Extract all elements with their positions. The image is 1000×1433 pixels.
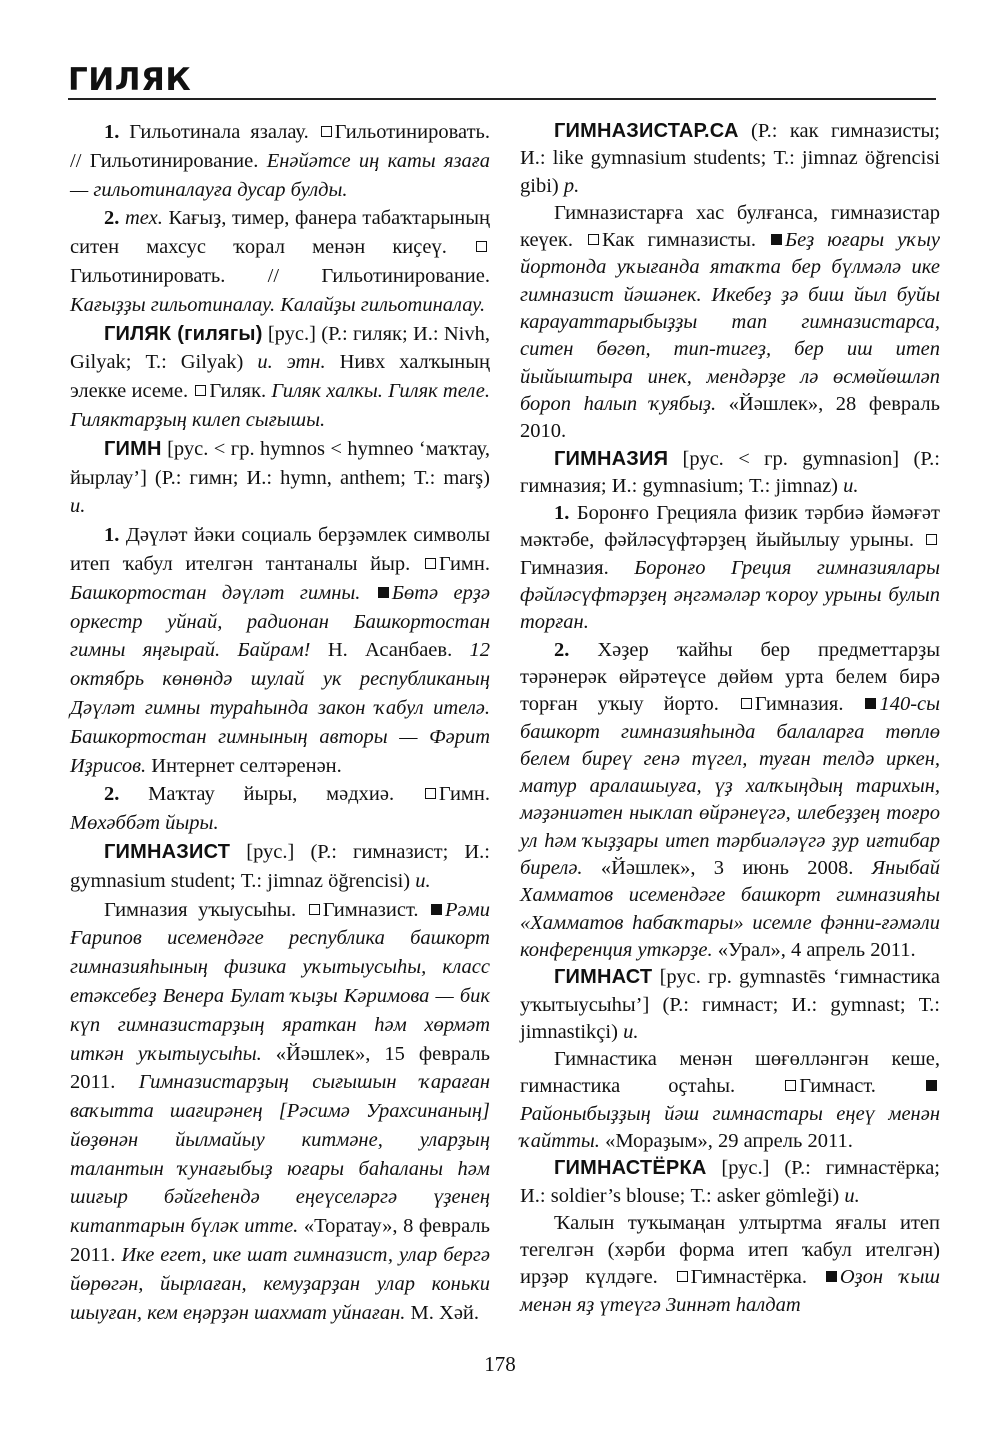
part-of-speech: и.: [70, 495, 86, 518]
source: Интернет селтәренән.: [151, 754, 342, 777]
white-square-icon: [476, 241, 487, 252]
definition-paragraph: [520, 1046, 940, 1155]
quote: Ике егет, ике шат гимназист, улар бергә йөрөгән, йырлаған, кемуҙарҙан улар коньки шыуған, кем еңәрҙән шахмат уйнаған.: [70, 1244, 490, 1324]
definition: Хәҙер ҡайһы бер предметтарҙы тәрәнерәк өйрәтеүсе дөйөм урта белем бирә торған уҡыу йорто.: [520, 638, 940, 716]
source: «Торатау», 8 февраль 2011.: [70, 1215, 491, 1267]
definition-paragraph: [520, 637, 940, 965]
black-square-icon: [431, 904, 442, 915]
sense-number: 1.: [554, 502, 570, 525]
part-of-speech: и.: [843, 474, 859, 497]
black-square-icon: [378, 587, 389, 598]
definition-paragraph: [70, 896, 490, 1328]
quote: Гимназистарҙың сығышын ҡараған ваҡытта шағирәнең [Рәсимә Урахсинаның] йөҙөнән йылмайыу китмәне, уларҙың талантын ҡунағыбыҙ юғары баһаланы һәм шиғыр бәйгеһендә еңеүселәргә үҙенең китаптарын бүләк итте.: [70, 1071, 490, 1238]
etymology: [рус. < гр. hymnos < hymneo ‘маҡтау, йырлау’] (Р.: гимн; И.: hymn, anthem; Т.: marş): [70, 437, 490, 489]
page-header-title: ГИЛЯК: [68, 62, 192, 98]
quote: Бөтә ерҙә оркестр уйнай, радионан Башкортостан гимны яңғырай. Байрам!: [70, 581, 490, 662]
white-square-icon: [677, 1271, 688, 1282]
white-square-icon: [785, 1080, 796, 1091]
quote: Яныбай Хамматов исемендәге башкорт гимназияһы «Хамматов һабаҡтары» исемле фәнни-ғәмәли конференция уткәрҙе.: [520, 857, 941, 961]
quote: Районыбыҙҙың йәш гимнастары еңеү менән ҡайтты.: [520, 1102, 940, 1152]
russian-equivalent: Как гимназисты.: [602, 229, 756, 252]
definition: Нивх халҡының элекке исеме.: [70, 351, 490, 403]
definition: Маҡтау йыры, мәдхиә.: [148, 783, 395, 806]
headword: ГИМНАЗИСТ: [104, 840, 231, 863]
white-square-icon: [195, 385, 206, 396]
black-square-icon: [865, 698, 876, 709]
header-rule: [68, 98, 936, 100]
entry-headword-line: [70, 838, 490, 896]
part-of-speech: и.: [415, 869, 431, 892]
definition-paragraph: [520, 1210, 940, 1319]
quote: 140-сы башкорт гимназияһында балаларға төплө белем биреү генә түгел, туған телдә иркен, матур аралашыуға, үҙ халҡыңдың тарихын, мәҙәниәтен ныклап өйрәнеүгә, илебеҙҙең тоғро ул һәм ҡыҙҙары итеп тәрбиәләүгә ҙур иғтибар бирелә.: [520, 693, 940, 880]
headword: ГИМНАЗИСТАР.СА: [554, 120, 739, 142]
definition: Дәүләт йәки социаль берҙәмлек символы итеп ҡабул ителгән тантаналы йыр.: [70, 524, 490, 575]
sense-number: 2.: [104, 783, 120, 806]
etymology: [рус.] (Р.: гимназист; И.: gymnasium student; Т.: jimnaz öğrencisi): [70, 840, 491, 892]
russian-equivalent: Гимназист.: [322, 898, 419, 921]
part-of-speech: и.: [623, 1020, 639, 1043]
russian-equivalent: Гимнаст.: [799, 1075, 876, 1098]
source: «Урал», 4 апрель 2011.: [717, 938, 916, 961]
black-square-icon: [926, 1080, 937, 1091]
source: М. Хәй.: [410, 1301, 480, 1324]
source: Н. Асанбаев.: [327, 639, 453, 662]
source: «Мораҙым», 29 апрель 2011.: [605, 1129, 853, 1152]
black-square-icon: [771, 234, 782, 245]
definition-paragraph: [520, 200, 940, 446]
entry-headword-line: [520, 118, 940, 200]
sense-paragraph: [70, 204, 490, 319]
sense-paragraph: [70, 118, 490, 204]
sense-number: 1.: [104, 524, 120, 547]
white-square-icon: [321, 126, 332, 137]
source: «Йәшлек», 15 февраль 2011.: [70, 1042, 490, 1094]
headword: ГИМНАСТ: [554, 966, 653, 989]
entry-headword-line: [520, 446, 940, 501]
example: Боронғо Греция гимназиялары фәйләсүфтәрҙең әңгәмәләр ҡороу урыны булып торған.: [520, 556, 940, 634]
quote: 12 октябрь көнөндә шулай ук республиканың Дәүләт гимны тураһында закон ҡабул ителә. Башкортостан гимнының авторы — Фәрит Иҙрисов.: [70, 639, 491, 777]
russian-equivalent: Гимназия.: [520, 556, 609, 579]
russian-equivalent: Гиляк.: [209, 380, 267, 403]
definition: Боронғо Грецияла физик тәрбиә йәмәғәт мәктәбе, фәйләсүфтәрҙең йыйылыу урыны.: [520, 502, 940, 552]
etymology: [рус.] (Р.: гимнастёрка; И.: soldier’s blouse; Т.: asker gömleği): [520, 1157, 940, 1207]
definition: Кағыҙ, тимер, фанера табаҡтарының ситен махсус ҡорал менән киҫеү.: [70, 207, 490, 259]
sense-number: 2.: [554, 638, 570, 661]
russian-equivalent: Гильотинировать. // Гильотинирование.: [70, 121, 491, 172]
white-square-icon: [425, 788, 436, 799]
russian-equivalent: Гимнастёрка.: [690, 1266, 807, 1289]
quote: Беҙ юғары уҡыу йортонда уҡығанда ятаҡта бер бүлмәлә ике гимназист йәшәнек. Икебеҙ ҙә биш йыл буйы карауаттарыбыҙҙы тап гимназистарса, ситен бөгөп, тип-тигеҙ, бер иш итеп йыйыштыра инек, мендәрҙе лә өсмөйөшләп бороп һалып ҡуябыҙ.: [520, 229, 941, 415]
russian-equivalent: Гимн.: [438, 783, 490, 806]
etymology: (Р.: как гимназисты; И.: like gymnasium students; Т.: jimnaz öğrencisi gibi): [520, 120, 940, 197]
white-square-icon: [926, 534, 937, 545]
headword: ГИМНАСТЁРКА: [554, 1157, 707, 1180]
source: «Йәшлек», 28 февраль 2010.: [520, 392, 940, 443]
entry-headword-line: [520, 964, 940, 1046]
quote: Оҙон ҡыш менән яҙ үтеүгә Зиннәт һалдат: [520, 1266, 941, 1316]
part-of-speech: р.: [563, 174, 580, 197]
sense-paragraph: [520, 500, 940, 636]
definition: Гимнастика менән шөғөлләнгән кеше, гимнастика оҫтаһы.: [520, 1048, 940, 1098]
right-column: [520, 118, 940, 1319]
page-number: 178: [484, 1352, 516, 1376]
sense-number: 1.: [104, 121, 120, 143]
white-square-icon: [741, 698, 752, 709]
etymology: [рус. < гр. gymnasion] (Р.: гимназия; И.: gymnasium; Т.: jimnaz): [520, 447, 940, 497]
entry-headword-line: [520, 1155, 940, 1210]
russian-equivalent: Гильотинировать. // Гильотинирование.: [70, 264, 490, 287]
white-square-icon: [588, 234, 599, 245]
headword: ГИМН: [104, 437, 162, 460]
russian-equivalent: Гимн.: [438, 552, 490, 575]
source: «Йәшлек», 3 июнь 2008.: [600, 857, 854, 880]
entry-headword-line: [70, 435, 490, 521]
definition: Ҡалын туҡымаңан ултыртма яғалы итеп тегелгән (хәрби форма итеп ҡабул ителгән) ирҙәр күлдәге.: [520, 1211, 940, 1289]
headword: ГИМНАЗИЯ: [554, 447, 669, 470]
example: Башкортостан дәүләт гимны.: [70, 581, 361, 604]
example: Гиляк халкы. Гиляк теле. Гиляктарҙың килеп сығышы.: [70, 380, 490, 431]
example: Мөхәббәт йыры.: [70, 812, 219, 835]
russian-equivalent: Гимназия.: [754, 693, 844, 716]
part-of-speech: и.: [844, 1184, 860, 1207]
definition: Гимназистарға хас булғанса, гимназистар кеүек.: [520, 201, 940, 252]
definition: Гимназия уҡыусыһы.: [104, 898, 297, 921]
etymology: [рус.] (Р.: гиляк; И.: Nivh, Gilyak; Т.: Gilyak): [70, 322, 490, 374]
sense-paragraph: [70, 521, 490, 780]
black-square-icon: [826, 1271, 837, 1282]
sense-number: 2.: [104, 207, 120, 230]
definition: Гильотинала язалау.: [129, 121, 309, 143]
white-square-icon: [309, 904, 320, 915]
part-of-speech: и. этн.: [257, 351, 326, 374]
left-column: [70, 118, 490, 1327]
quote: Рәми Ғарипов исемендәге республика башкорт гимназияһының физика уҡытыусыһы, класс етәксебеҙ Венера Булат ҡыҙы Кәримова — бик күп гимназистарҙың яраткан һәм хөрмәт иткән уҡытыусыһы.: [70, 898, 490, 1065]
entry-headword-line: [70, 320, 490, 435]
example: Кағыҙҙы гильотиналау. Калайҙы гильотиналау.: [70, 293, 486, 316]
headword: ГИЛЯК (гилягы): [104, 322, 263, 345]
sense-paragraph: [70, 780, 490, 838]
white-square-icon: [425, 558, 436, 569]
domain-label: тех.: [124, 207, 163, 230]
example: Енәйәтсе иң каты язаға — гильотиналауға дусар булды.: [70, 149, 490, 201]
etymology: [рус. гр. gymnastēs ‘гимнастика уҡытыусыһы’] (Р.: гимнаст; И.: gymnast; Т.: jimnastikçi): [520, 966, 940, 1043]
